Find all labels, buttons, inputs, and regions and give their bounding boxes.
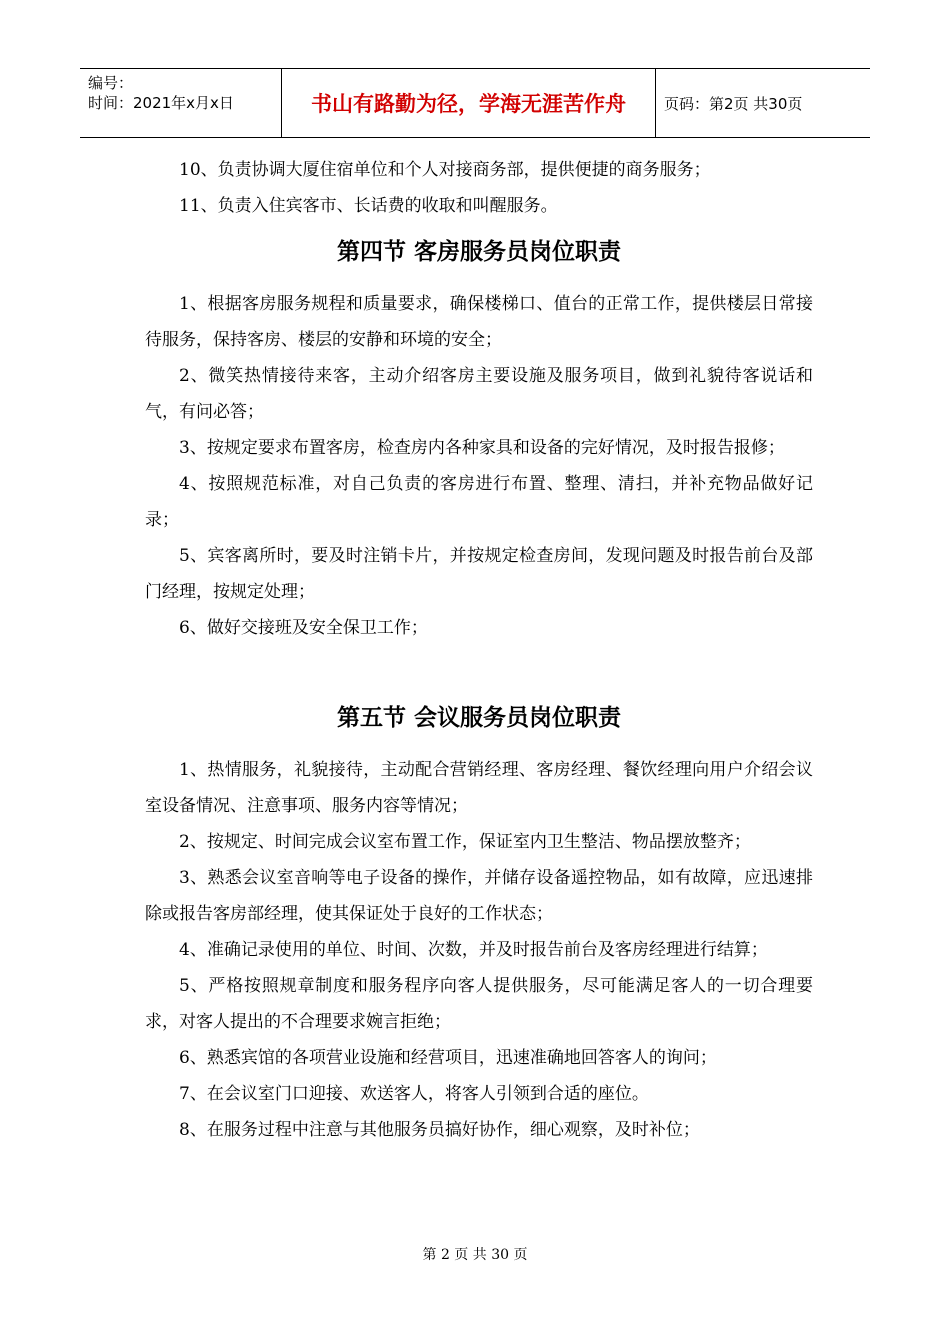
section-title-5: 第五节 会议服务员岗位职责 [336, 705, 621, 731]
section4-item-4: 4、按照规范标准，对自己负责的客房进行布置、整理、清扫，并补充物品做好记录； [145, 474, 813, 530]
section5-item-2: 2、按规定、时间完成会议室布置工作，保证室内卫生整洁、物品摆放整齐； [179, 832, 751, 852]
section5-item-1: 1、热情服务，礼貌接待，主动配合营销经理、客房经理、餐饮经理向用户介绍会议室设备情况、注意事项、服务内容等情况； [145, 760, 813, 816]
section-title-4: 第四节 客房服务员岗位职责 [336, 239, 621, 265]
page-footer: 第 2 页 共 30 页 [422, 1247, 528, 1263]
section5-item-5: 5、严格按照规章制度和服务程序向客人提供服务，尽可能满足客人的一切合理要求，对客人提出的不合理要求婉言拒绝； [145, 976, 813, 1032]
section4-item-3: 3、按规定要求布置客房，检查房内各种家具和设备的完好情况，及时报告报修； [179, 438, 785, 458]
section4-item-2: 2、微笑热情接待来客，主动介绍客房主要设施及服务项目，做到礼貌待客说话和气，有问必答； [145, 366, 813, 422]
paragraph-intro-11: 11、负责入住宾客市、长话费的收取和叫醒服务。 [179, 196, 558, 216]
document-number-label: 编号： [88, 74, 134, 92]
paragraph-intro-10: 10、负责协调大厦住宿单位和个人对接商务部，提供便捷的商务服务； [179, 160, 711, 180]
document-date: 时间：2021年x月x日 [88, 94, 234, 112]
section4-item-5: 5、宾客离所时，要及时注销卡片，并按规定检查房间，发现问题及时报告前台及部门经理，按规定处理； [145, 546, 813, 602]
header-motto: 书山有路勤为径，学海无涯苦作舟 [282, 69, 656, 137]
section4-item-1: 1、根据客房服务规程和质量要求，确保楼梯口、值台的正常工作，提供楼层日常接待服务，保持客房、楼层的安静和环境的安全； [145, 294, 813, 350]
section4-item-6: 6、做好交接班及安全保卫工作； [179, 618, 428, 638]
section5-item-3: 3、熟悉会议室音响等电子设备的操作，并储存设备遥控物品，如有故障，应迅速排除或报告客房部经理，使其保证处于良好的工作状态； [145, 868, 813, 924]
section5-item-6: 6、熟悉宾馆的各项营业设施和经营项目，迅速准确地回答客人的询问； [179, 1048, 717, 1068]
header-page-info: 页码：第2页 共30页 [664, 94, 803, 113]
header-meta [80, 69, 282, 137]
section5-item-7: 7、在会议室门口迎接、欢送客人，将客人引领到合适的座位。 [179, 1084, 649, 1104]
page-header [80, 68, 870, 138]
section5-item-8: 8、在服务过程中注意与其他服务员搞好协作，细心观察，及时补位； [179, 1120, 700, 1140]
section5-item-4: 4、准确记录使用的单位、时间、次数，并及时报告前台及客房经理进行结算； [179, 940, 768, 960]
document-body [145, 152, 813, 1148]
